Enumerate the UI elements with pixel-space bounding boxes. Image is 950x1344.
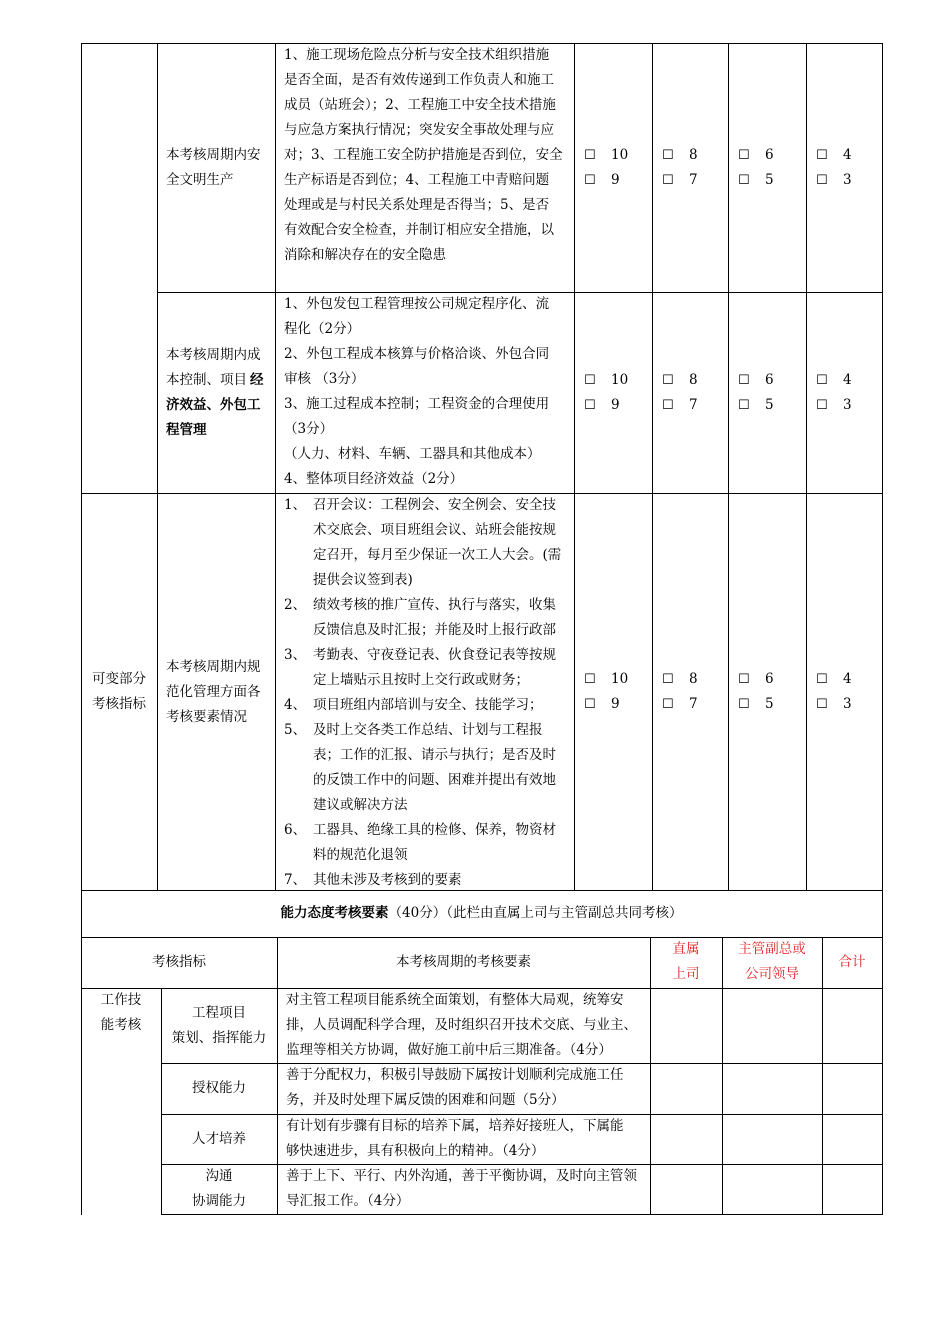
section-title-bold: 能力态度考核要素 (280, 905, 389, 921)
skill-description: 够快速进步，具有积极向上的精神。（4分） (286, 1143, 545, 1159)
score-value: 6 (765, 372, 774, 388)
score-checkbox[interactable]: ☐ (584, 148, 596, 163)
score-value: 8 (689, 147, 698, 163)
skill-name: 工程项目 (192, 1005, 246, 1021)
desc-safety-line: 有效配合安全检查，并制订相应安全措施，以 (284, 222, 554, 238)
desc-safety-line: 消除和解决存在的安全隐患 (284, 247, 446, 263)
score-checkbox[interactable]: ☐ (738, 697, 750, 712)
score-checkbox[interactable]: ☐ (662, 398, 674, 413)
skill-name: 策划、指挥能力 (171, 1030, 267, 1046)
score-checkbox[interactable]: ☐ (662, 148, 674, 163)
header-vp-leader: 主管副总或 (738, 941, 806, 957)
desc-cost-line: 2、外包工程成本核算与价格洽谈、外包合同 (284, 346, 550, 362)
score-checkbox[interactable]: ☐ (816, 373, 828, 388)
skill-description: 监理等相关方协调，做好施工前中后三期准备。（4分） (286, 1042, 612, 1058)
score-checkbox[interactable]: ☐ (738, 173, 750, 188)
desc-safety-line: 生产标语是否到位；4、工程施工中青赔问题 (284, 172, 550, 188)
row-label-standardization: 考核要素情况 (166, 709, 247, 725)
row-label-standardization: 范化管理方面各 (166, 684, 261, 700)
score-checkbox[interactable]: ☐ (662, 697, 674, 712)
score-value: 9 (611, 397, 620, 413)
desc-safety-line: 处理或是与村民关系处理是否得当；5、是否 (284, 197, 550, 213)
grid-line-h (81, 890, 883, 891)
group-label-variable: 考核指标 (92, 696, 146, 712)
section-title (81, 901, 882, 926)
grid-line-v (728, 43, 729, 891)
grid-line-v (652, 43, 653, 891)
skill-name: 协调能力 (192, 1193, 246, 1209)
score-value: 3 (843, 696, 852, 712)
row-label-cost-bold: 济效益、外包工 (166, 397, 261, 413)
grid-line-v (81, 890, 82, 1215)
grid-line-v (277, 937, 278, 1215)
desc-item-line: 绩效考核的推广宣传、执行与落实，收集 (313, 597, 556, 613)
desc-item-number: 7、 (284, 872, 307, 888)
score-value: 8 (689, 671, 698, 687)
score-value: 5 (765, 172, 774, 188)
desc-item-line: 提供会议签到表) (313, 572, 413, 588)
desc-item-line: 考勤表、守夜登记表、伙食登记表等按规 (313, 647, 556, 663)
skill-description: 善于上下、平行、内外沟通，善于平衡协调，及时向主管领 (286, 1168, 637, 1184)
score-value: 5 (765, 696, 774, 712)
score-checkbox[interactable]: ☐ (738, 398, 750, 413)
desc-safety-line: 成员（站班会）；2、工程施工中安全技术措施 (284, 97, 556, 113)
desc-item-line: 建议或解决方法 (313, 797, 408, 813)
score-checkbox[interactable]: ☐ (738, 373, 750, 388)
desc-cost-line: 审核 （3分） (284, 371, 365, 387)
row-label-standardization: 本考核周期内规 (166, 659, 261, 675)
desc-item-number: 1、 (284, 497, 307, 513)
score-checkbox[interactable]: ☐ (816, 672, 828, 687)
desc-item-line: 定召开，每月至少保证一次工人大会。(需 (313, 547, 562, 563)
desc-cost-line: 4、整体项目经济效益（2分） (284, 471, 464, 487)
desc-item-number: 3、 (284, 647, 307, 663)
score-value: 10 (611, 671, 629, 687)
desc-item-line: 料的规范化退领 (313, 847, 408, 863)
desc-safety-line: 与应急方案执行情况；突发安全事故处理与应 (284, 122, 554, 138)
score-checkbox[interactable]: ☐ (738, 672, 750, 687)
score-value: 9 (611, 696, 620, 712)
skill-description: 导汇报工作。（4分） (286, 1193, 410, 1209)
desc-item-number: 5、 (284, 722, 307, 738)
grid-line-v (574, 43, 575, 891)
desc-item-line: 定上墙贴示且按时上交行政或财务； (313, 672, 529, 688)
desc-item-line: 其他未涉及考核到的要素 (313, 872, 462, 888)
row-label-safety: 本考核周期内安 (166, 147, 261, 163)
score-value: 9 (611, 172, 620, 188)
score-checkbox[interactable]: ☐ (662, 173, 674, 188)
skill-description: 有计划有步骤有目标的培养下属，培养好接班人，下属能 (286, 1118, 624, 1134)
score-checkbox[interactable]: ☐ (816, 173, 828, 188)
score-checkbox[interactable]: ☐ (584, 398, 596, 413)
desc-item-line: 术交底会、项目班组会议、站班会能按规 (313, 522, 556, 538)
score-value: 3 (843, 397, 852, 413)
desc-cost-line: （3分） (284, 421, 334, 437)
grid-line-v (157, 43, 158, 891)
category-skill: 工作技 (100, 992, 142, 1008)
score-checkbox[interactable]: ☐ (816, 148, 828, 163)
score-checkbox[interactable]: ☐ (584, 672, 596, 687)
desc-item-line: 项目班组内部培训与安全、技能学习； (313, 697, 543, 713)
score-value: 4 (843, 147, 852, 163)
score-value: 10 (611, 372, 629, 388)
score-value: 7 (689, 696, 698, 712)
skill-name: 沟通 (205, 1168, 233, 1184)
grid-line-v (806, 43, 807, 891)
desc-item-line: 反馈信息及时汇报；并能及时上报行政部 (313, 622, 556, 638)
score-checkbox[interactable]: ☐ (584, 373, 596, 388)
desc-safety-line: 1、施工现场危险点分析与安全技术组织措施 (284, 47, 550, 63)
desc-item-line: 及时上交各类工作总结、计划与工程报 (313, 722, 543, 738)
grid-line-v (882, 43, 883, 891)
desc-safety-line: 是否全面，是否有效传递到工作负责人和施工 (284, 72, 554, 88)
score-checkbox[interactable]: ☐ (662, 373, 674, 388)
row-label-safety: 全文明生产 (166, 172, 234, 188)
desc-cost-line: 程化（2分） (284, 321, 361, 337)
score-checkbox[interactable]: ☐ (584, 697, 596, 712)
row-label-cost-bold: 经 (250, 372, 264, 388)
group-label-variable: 可变部分 (92, 671, 146, 687)
score-value: 7 (689, 397, 698, 413)
skill-description: 排，人员调配科学合理，及时组织召开技术交底、与业主、 (286, 1017, 637, 1033)
desc-item-number: 2、 (284, 597, 307, 613)
grid-line-v (275, 43, 276, 891)
skill-name: 人才培养 (192, 1131, 246, 1147)
score-value: 5 (765, 397, 774, 413)
desc-item-line: 表；工作的汇报、请示与执行；是否及时 (313, 747, 556, 763)
score-value: 10 (611, 147, 629, 163)
score-value: 8 (689, 372, 698, 388)
desc-item-line: 召开会议：工程例会、安全例会、安全技 (313, 497, 556, 513)
header-total: 合计 (838, 954, 866, 970)
score-checkbox[interactable]: ☐ (816, 697, 828, 712)
skill-description: 务，并及时处理下属反馈的困难和问题（5分） (286, 1092, 565, 1108)
skill-description: 善于分配权力，积极引导鼓励下属按计划顺利完成施工任 (286, 1067, 624, 1083)
skill-description: 对主管工程项目能系统全面策划，有整体大局观，统筹安 (286, 992, 624, 1008)
row-label-cost: 本考核周期内成 (166, 347, 261, 363)
grid-line-v (81, 43, 82, 891)
score-value: 6 (765, 671, 774, 687)
desc-item-number: 6、 (284, 822, 307, 838)
header-elements: 本考核周期的考核要素 (396, 954, 531, 970)
score-checkbox[interactable]: ☐ (662, 672, 674, 687)
row-label-cost: 本控制、项目 (166, 372, 247, 388)
grid-line-v (882, 890, 883, 1215)
header-vp-leader: 公司领导 (745, 966, 799, 982)
header-direct-supervisor: 直属 (672, 941, 700, 957)
score-value: 4 (843, 372, 852, 388)
skill-name: 授权能力 (192, 1080, 246, 1096)
score-value: 4 (843, 671, 852, 687)
score-value: 6 (765, 147, 774, 163)
desc-item-line: 的反馈工作中的问题、困难并提出有效地 (313, 772, 556, 788)
desc-item-line: 工器具、绝缘工具的检修、保养，物资材 (313, 822, 556, 838)
score-value: 7 (689, 172, 698, 188)
score-value: 3 (843, 172, 852, 188)
category-skill: 能考核 (100, 1017, 142, 1033)
header-indicator: 考核指标 (152, 954, 206, 970)
score-checkbox[interactable]: ☐ (584, 173, 596, 188)
desc-safety-line: 对；3、工程施工安全防护措施是否到位，安全 (284, 147, 563, 163)
score-checkbox[interactable]: ☐ (816, 398, 828, 413)
grid-line-v (822, 937, 823, 1215)
score-checkbox[interactable]: ☐ (738, 148, 750, 163)
header-direct-supervisor: 上司 (672, 966, 700, 982)
section-title-note: （40分）（此栏由直属上司与主管副总共同考核） (388, 905, 683, 921)
desc-cost-line: （人力、材料、车辆、工器具和其他成本） (284, 446, 541, 462)
desc-cost-line: 3、施工过程成本控制；工程资金的合理使用 (284, 396, 550, 412)
desc-item-number: 4、 (284, 697, 307, 713)
desc-cost-line: 1、外包发包工程管理按公司规定程序化、流 (284, 296, 550, 312)
row-label-cost-bold: 程管理 (166, 422, 207, 438)
grid-line-h (161, 1214, 883, 1215)
